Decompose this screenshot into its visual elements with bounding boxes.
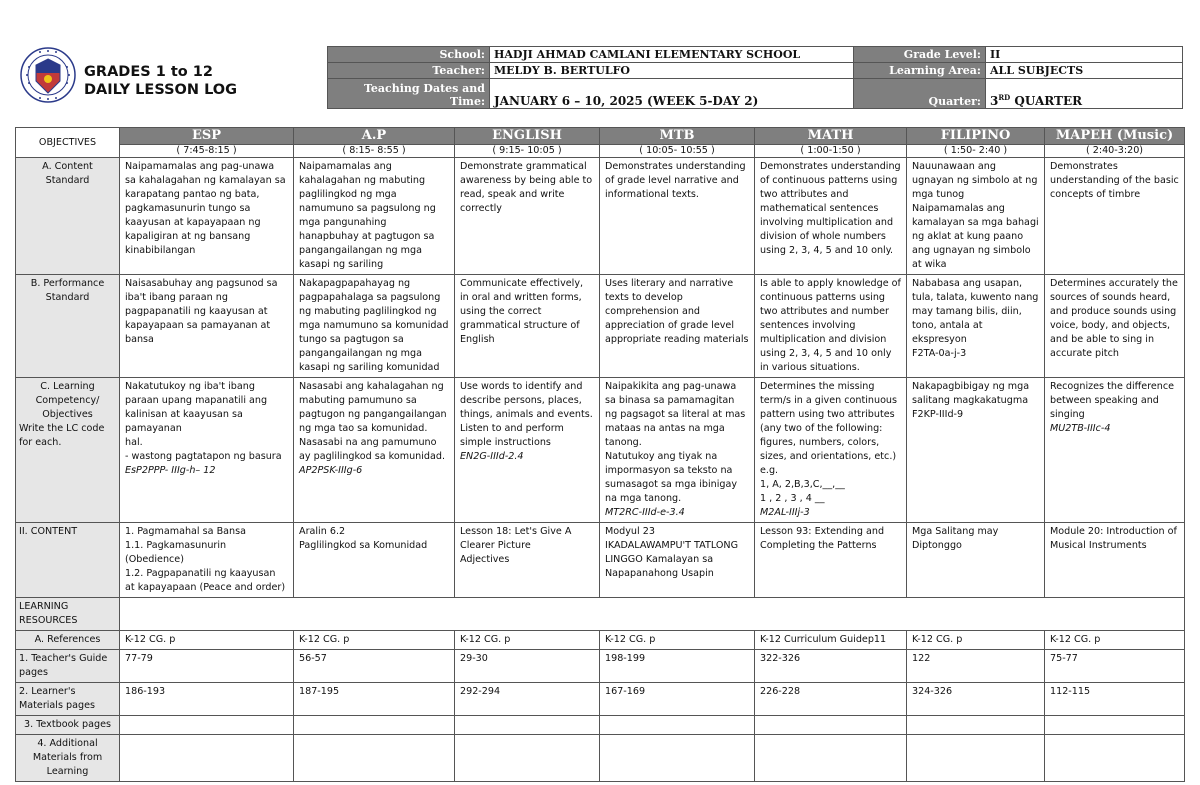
learners-materials-cell: 226-228 [755, 683, 907, 716]
time-math: ( 1:00-1:50 ) [755, 145, 907, 158]
learning-resources-cell [120, 598, 1185, 631]
textbook-cell [120, 716, 294, 735]
references-label: A. References [16, 631, 120, 650]
textbook-cell [294, 716, 455, 735]
textbook-label: 3. Textbook pages [16, 716, 120, 735]
performance-standard-cell: Communicate effectively, in oral and written forms, using the correct grammatical structure of English [455, 275, 600, 378]
lc-code: AP2PSK-IIIg-6 [299, 465, 363, 476]
lc-code: EN2G-IIId-2.4 [460, 451, 524, 462]
competency-label: C. Learning Competency/ Objectives Write the LC code for each. [16, 378, 120, 523]
time-english: ( 9:15- 10:05 ) [455, 145, 600, 158]
performance-standard-cell: Naisasabuhay ang pagsunod sa iba't ibang paraan ng pagpapanatili ng kaayusan at kapayapaan sa pamayanan at bansa [120, 275, 294, 378]
teachers-guide-cell: 56-57 [294, 650, 455, 683]
additional-materials-cell [294, 735, 455, 782]
quarter-value: 3RD QUARTER [986, 79, 1183, 109]
performance-standard-cell: Nakapagpapahayag ng pagpapahalaga sa pagsulong ng mabuting paglilingkod ng mga namumuno sa komunidad tungo sa pagtugon sa pangangailangan ng mga kasapi ng sariling komunidad [294, 275, 455, 378]
additional-materials-cell [600, 735, 755, 782]
content-cell: Aralin 6.2 Paglilingkod sa Komunidad [294, 523, 455, 598]
content-cell: Module 20: Introduction of Musical Instruments [1045, 523, 1185, 598]
references-cell: K-12 CG. p [455, 631, 600, 650]
performance-standard-cell: Uses literary and narrative texts to develop comprehension and appreciation of grade level appropriate reading materials [600, 275, 755, 378]
competency-cell: Use words to identify and describe persons, places, things, animals and events. Listen to and perform simple instructions EN2G-IIId-2.4 [455, 378, 600, 523]
additional-materials-cell [455, 735, 600, 782]
time-mtb: ( 10:05- 10:55 ) [600, 145, 755, 158]
content-label: II. CONTENT [16, 523, 120, 598]
content-cell: 1. Pagmamahal sa Bansa 1.1. Pagkamasunurin (Obedience) 1.2. Pagpapanatili ng kaayusan at kapayapaan (Peace and order) [120, 523, 294, 598]
subject-math: MATH [755, 128, 907, 145]
competency-cell: Naipakikita ang pag-unawa sa binasa sa pamamagitan ng pagsagot sa literal at mas mataas na antas na mga tanong. Natutukoy ang tiyak na impormasyon sa teksto na sumasagot sa mga ibinigay na mga tanong. MT2RC-IIId-e-3.4 [600, 378, 755, 523]
performance-standard-label: B. Performance Standard [16, 275, 120, 378]
school-value: HADJI AHMAD CAMLANI ELEMENTARY SCHOOL [490, 47, 854, 63]
subject-mapeh: MAPEH (Music) [1045, 128, 1185, 145]
competency-cell: Nakapagbibigay ng mga salitang magkakatugma F2KP-IIId-9 [907, 378, 1045, 523]
quarter-label: Quarter: [854, 79, 986, 109]
learners-materials-cell: 112-115 [1045, 683, 1185, 716]
content-standard-cell: Demonstrates understanding of the basic concepts of timbre [1045, 158, 1185, 275]
content-standard-cell: Naipamamalas ang kahalagahan ng mabuting paglilingkod ng mga namumuno sa pagsulong ng mga pangunahing hanapbuhay at pagtugon sa pangangailangan ng mga kasapi ng sariling [294, 158, 455, 275]
header-info-table [327, 46, 1183, 109]
competency-cell: Nasasabi ang kahalagahan ng mabuting pamumuno sa pagtugon ng pangangailangan ng mga tao sa komunidad. Nasasabi na ang pamumuno ay paglilingkod sa komunidad. AP2PSK-IIIg-6 [294, 378, 455, 523]
teachers-guide-cell: 75-77 [1045, 650, 1185, 683]
additional-materials-cell [907, 735, 1045, 782]
content-standard-cell: Demonstrates understanding of continuous patterns using two attributes and mathematical sentences involving multiplication and division of whole numbers using 2, 3, 4, 5 and 10 only. [755, 158, 907, 275]
additional-materials-cell [1045, 735, 1185, 782]
references-cell: K-12 CG. p [294, 631, 455, 650]
learning-resources-label: LEARNING RESOURCES [16, 598, 120, 631]
page-title [84, 63, 237, 99]
content-cell: Lesson 93: Extending and Completing the Patterns [755, 523, 907, 598]
content-standard-cell: Demonstrate grammatical awareness by being able to read, speak and write correctly [455, 158, 600, 275]
references-cell: K-12 CG. p [600, 631, 755, 650]
subject-filipino: FILIPINO [907, 128, 1045, 145]
references-cell: K-12 Curriculum Guidep11 [755, 631, 907, 650]
textbook-cell [907, 716, 1045, 735]
competency-cell: Determines the missing term/s in a given continuous pattern using two attributes (any two of the following: figures, numbers, colors, sizes, and orientations, etc.) e.g. 1, A, 2,B,3,C,__,__ 1 , 2 , 3 , 4 __ M2AL-IIIj-3 [755, 378, 907, 523]
textbook-cell [1045, 716, 1185, 735]
content-cell: Lesson 18: Let's Give A Clearer Picture Adjectives [455, 523, 600, 598]
competency-cell: Recognizes the difference between speaking and singing MU2TB-IIIc-4 [1045, 378, 1185, 523]
learners-materials-label: 2. Learner's Materials pages [16, 683, 120, 716]
lc-code: MT2RC-IIId-e-3.4 [605, 507, 685, 518]
competency-cell: Nakatutukoy ng iba't ibang paraan upang mapanatili ang kalinisan at kaayusan sa pamayanan hal. - wastong pagtatapon ng basura EsP2PPP- IIIg-h– 12 [120, 378, 294, 523]
references-cell: K-12 CG. p [1045, 631, 1185, 650]
performance-standard-cell: Nababasa ang usapan, tula, talata, kuwento nang may tamang bilis, diin, tono, antala at ekspresyon F2TA-0a-j-3 [907, 275, 1045, 378]
content-standard-cell: Nauunawaan ang ugnayan ng simbolo at ng mga tunog Naipamamalas ang kamalayan sa mga bahagi ng aklat at kung paano ang ugnayan ng simbolo at wika [907, 158, 1045, 275]
subject-esp: ESP [120, 128, 294, 145]
dates-label: Teaching Dates and Time: [328, 79, 490, 109]
learners-materials-cell: 167-169 [600, 683, 755, 716]
references-cell: K-12 CG. p [120, 631, 294, 650]
grade-value: II [986, 47, 1183, 63]
lc-code: EsP2PPP- IIIg-h– 12 [125, 465, 216, 476]
objectives-label: OBJECTIVES [16, 128, 120, 158]
lc-code: M2AL-IIIj-3 [760, 507, 810, 518]
time-esp: ( 7:45-8:15 ) [120, 145, 294, 158]
title-line-2: DAILY LESSON LOG [84, 82, 238, 98]
learners-materials-cell: 292-294 [455, 683, 600, 716]
textbook-cell [755, 716, 907, 735]
learners-materials-cell: 187-195 [294, 683, 455, 716]
content-standard-label: A. Content Standard [16, 158, 120, 275]
learners-materials-cell: 324-326 [907, 683, 1045, 716]
subject-ap: A.P [294, 128, 455, 145]
time-ap: ( 8:15- 8:55 ) [294, 145, 455, 158]
subject-mtb: MTB [600, 128, 755, 145]
teacher-value: MELDY B. BERTULFO [490, 63, 854, 79]
textbook-cell [455, 716, 600, 735]
teachers-guide-cell: 122 [907, 650, 1045, 683]
teachers-guide-cell: 77-79 [120, 650, 294, 683]
dates-value: JANUARY 6 – 10, 2025 (WEEK 5-DAY 2) [490, 79, 854, 109]
references-cell: K-12 CG. p [907, 631, 1045, 650]
textbook-cell [600, 716, 755, 735]
performance-standard-cell: Is able to apply knowledge of continuous patterns using two attributes and number sentences involving multiplication and division using 2, 3, 4, 5 and 10 only in various situations. [755, 275, 907, 378]
teachers-guide-cell: 322-326 [755, 650, 907, 683]
school-label: School: [328, 47, 490, 63]
performance-standard-cell: Determines accurately the sources of sounds heard, and produce sounds using voice, body, and objects, and be able to sing in accurate pitch [1045, 275, 1185, 378]
content-standard-cell: Naipamamalas ang pag-unawa sa kahalagahan ng kamalayan sa karapatang pantao ng bata, pagkamasunurin tungo sa kaayusan at kapayapaan ng kapaligiran at ng bansang kinabibilangan [120, 158, 294, 275]
learning-area-label: Learning Area: [854, 63, 986, 79]
learners-materials-cell: 186-193 [120, 683, 294, 716]
lc-code: MU2TB-IIIc-4 [1050, 423, 1111, 434]
time-mapeh: ( 2:40-3:20) [1045, 145, 1185, 158]
subject-english: ENGLISH [455, 128, 600, 145]
time-filipino: ( 1:50- 2:40 ) [907, 145, 1045, 158]
learning-area-value: ALL SUBJECTS [986, 63, 1183, 79]
teachers-guide-label: 1. Teacher's Guide pages [16, 650, 120, 683]
title-line-1: GRADES 1 to 12 [84, 64, 213, 80]
lesson-log-table [15, 127, 1185, 782]
content-cell: Mga Salitang may Diptonggo [907, 523, 1045, 598]
deped-seal-logo [20, 47, 76, 103]
content-cell: Modyul 23 IKADALAWAMPU'T TATLONG LINGGO Kamalayan sa Napapanahong Usapin [600, 523, 755, 598]
additional-materials-cell [755, 735, 907, 782]
grade-label: Grade Level: [854, 47, 986, 63]
teacher-label: Teacher: [328, 63, 490, 79]
teachers-guide-cell: 198-199 [600, 650, 755, 683]
additional-materials-cell [120, 735, 294, 782]
lc-code: F2KP-IIId-9 [912, 409, 964, 420]
teachers-guide-cell: 29-30 [455, 650, 600, 683]
additional-materials-label: 4. Additional Materials from Learning [16, 735, 120, 782]
content-standard-cell: Demonstrates understanding of grade level narrative and informational texts. [600, 158, 755, 275]
